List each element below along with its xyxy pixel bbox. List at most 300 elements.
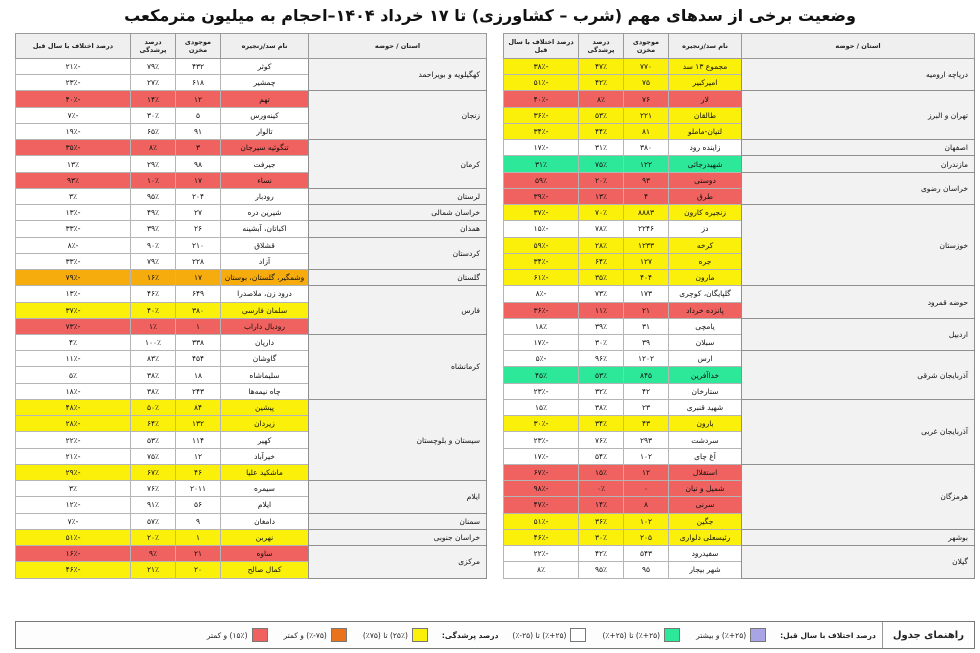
diff-cell: -۴۸٪ — [16, 399, 131, 415]
province-cell: کرمانشاه — [309, 334, 487, 399]
fill-cell: ۴۶٪ — [131, 286, 176, 302]
storage-cell: ۵۶ — [176, 497, 221, 513]
fill-cell: ۹۰٪ — [131, 237, 176, 253]
legend-label: (۲۵+٪) تا (۲۵-٪) — [512, 630, 567, 640]
storage-cell: ۱۱۴ — [176, 432, 221, 448]
diff-cell: -۳۷٪ — [16, 302, 131, 318]
fill-cell: ۶۴٪ — [131, 416, 176, 432]
legend-swatch — [664, 628, 680, 642]
diff-cell: -۶۱٪ — [504, 270, 579, 286]
diff-cell: -۵٪ — [504, 351, 579, 367]
table-row — [16, 237, 487, 253]
fill-cell: ۶۵٪ — [131, 123, 176, 139]
legend-swatch — [570, 628, 586, 642]
storage-cell: ۸۱ — [624, 123, 669, 139]
legend-fill-label: درصد پرشدگی: — [441, 630, 499, 640]
storage-cell: ۱ — [176, 529, 221, 545]
fill-cell: ۲۰٪ — [131, 529, 176, 545]
legend-label: (۷۵-٪) و کمتر — [283, 630, 327, 640]
storage-cell: ۹۵ — [624, 562, 669, 578]
legend-label: (۲۵+٪) و بیشتر — [696, 630, 747, 640]
province-cell: آذربایجان غربی — [742, 399, 975, 464]
legend-item — [688, 628, 774, 642]
fill-cell: ۵۷٪ — [131, 513, 176, 529]
diff-cell: -۷۹٪ — [16, 270, 131, 286]
header-dam: نام سد/زنجیره — [221, 34, 309, 59]
province-cell: آذربایجان شرقی — [742, 351, 975, 400]
storage-cell: ۱۸ — [176, 367, 221, 383]
fill-cell: ۳۶٪ — [579, 513, 624, 529]
name-cell: سردشت — [669, 432, 742, 448]
fill-cell: ۵۳٪ — [579, 367, 624, 383]
storage-cell: ۱۲ — [176, 91, 221, 107]
province-cell: سمنان — [309, 513, 487, 529]
legend-swatch — [412, 628, 428, 642]
name-cell: اکباتان، آبشینه — [221, 221, 309, 237]
name-cell: طرق — [669, 188, 742, 204]
name-cell: مارون — [669, 270, 742, 286]
diff-cell: -۲۱٪ — [16, 59, 131, 75]
storage-cell: ۲۲۴۶ — [624, 221, 669, 237]
name-cell: پانزده خرداد — [669, 302, 742, 318]
storage-cell: ۸۸۸۳ — [624, 205, 669, 221]
storage-cell: ۱۷ — [176, 172, 221, 188]
page-title: وضعیت برخی از سدهای مهم (شرب – کشاورزی) تا ۱۷ خرداد ۱۴۰۴–احجام به میلیون مترمکعب — [124, 6, 856, 25]
fill-cell: ۵۳٪ — [579, 107, 624, 123]
diff-cell: -۲۳٪ — [504, 383, 579, 399]
province-cell: بوشهر — [742, 529, 975, 545]
fill-cell: ۲۱٪ — [131, 562, 176, 578]
name-cell: ستارخان — [669, 383, 742, 399]
diff-cell: -۴۶٪ — [504, 529, 579, 545]
diff-cell: -۴۷٪ — [504, 497, 579, 513]
diff-cell: ۴۵٪ — [504, 367, 579, 383]
province-cell: کهگیلویه و بویراحمد — [309, 59, 487, 91]
province-cell: همدان — [309, 221, 487, 237]
table-row — [16, 59, 487, 75]
diff-cell: -۳۷٪ — [504, 205, 579, 221]
legend-swatch — [750, 628, 766, 642]
diff-cell: -۱۵٪ — [504, 221, 579, 237]
province-cell: مرکزی — [309, 546, 487, 578]
fill-cell: ۶۴٪ — [579, 253, 624, 269]
fill-cell: ۸٪ — [131, 140, 176, 156]
legend-label: (۱۵٪) و کمتر — [206, 630, 248, 640]
province-cell: ایلام — [309, 481, 487, 513]
storage-cell: ۱۲۷ — [624, 253, 669, 269]
fill-cell: ۱۵٪ — [579, 464, 624, 480]
header-storage: موجودی مخزن — [176, 34, 221, 59]
diff-cell: -۲۳٪ — [504, 432, 579, 448]
diff-cell: -۱۷٪ — [504, 140, 579, 156]
table-row — [504, 140, 975, 156]
province-cell: کردستان — [309, 237, 487, 269]
legend — [15, 621, 975, 649]
fill-cell: ۱۰۰٪ — [131, 334, 176, 350]
table-row — [504, 546, 975, 562]
diff-cell: -۳۹٪ — [504, 188, 579, 204]
diff-cell: ۱۸٪ — [504, 318, 579, 334]
fill-cell: ۴۲٪ — [579, 546, 624, 562]
diff-cell: -۵۹٪ — [504, 237, 579, 253]
table-row — [16, 140, 487, 156]
diff-cell: ۳٪ — [16, 481, 131, 497]
storage-cell: ۸۴ — [176, 399, 221, 415]
fill-cell: ۷۶٪ — [131, 481, 176, 497]
storage-cell: ۳۹ — [624, 334, 669, 350]
fill-cell: ۷۳٪ — [579, 286, 624, 302]
diff-cell: ۳٪ — [16, 188, 131, 204]
name-cell: زیردان — [221, 416, 309, 432]
name-cell: زاینده رود — [669, 140, 742, 156]
fill-cell: ۹۵٪ — [131, 188, 176, 204]
fill-cell: ۳۰٪ — [579, 334, 624, 350]
storage-cell: ۱۰۲ — [624, 448, 669, 464]
table-row — [504, 318, 975, 334]
fill-cell: ۷۹٪ — [131, 253, 176, 269]
header-storage: موجودی مخزن — [624, 34, 669, 59]
fill-cell: ۹۱٪ — [131, 497, 176, 513]
name-cell: خیرآباد — [221, 448, 309, 464]
legend-swatch — [331, 628, 347, 642]
fill-cell: ۴۹٪ — [131, 205, 176, 221]
table-row — [16, 513, 487, 529]
diff-cell: -۴۰٪ — [16, 91, 131, 107]
storage-cell: ۱۲۳۳ — [624, 237, 669, 253]
storage-cell: ۶۱۸ — [176, 75, 221, 91]
diff-cell: -۷٪ — [16, 107, 131, 123]
province-cell: هرمزگان — [742, 464, 975, 529]
storage-cell: ۶۴۹ — [176, 286, 221, 302]
province-cell: فارس — [309, 286, 487, 335]
name-cell: جره — [669, 253, 742, 269]
table-row — [16, 481, 487, 497]
table-row — [504, 464, 975, 480]
table-row — [16, 270, 487, 286]
fill-cell: ۲۰٪ — [579, 172, 624, 188]
storage-cell: ۵۴۳ — [624, 546, 669, 562]
storage-cell: ۱۷ — [176, 270, 221, 286]
name-cell: آزاد — [221, 253, 309, 269]
name-cell: جگین — [669, 513, 742, 529]
name-cell: زنجیره کارون — [669, 205, 742, 221]
diff-cell: -۱۳٪ — [16, 286, 131, 302]
fill-cell: ۷۵٪ — [131, 448, 176, 464]
name-cell: دامغان — [221, 513, 309, 529]
name-cell: شیرین دره — [221, 205, 309, 221]
diff-cell: -۶۷٪ — [504, 464, 579, 480]
name-cell: امیرکبیر — [669, 75, 742, 91]
name-cell: چاه نیمه‌ها — [221, 383, 309, 399]
name-cell: سفیدرود — [669, 546, 742, 562]
diff-cell: ۵۹٪ — [504, 172, 579, 188]
storage-cell: ۲۹۳ — [624, 432, 669, 448]
header-dam: نام سد/زنجیره — [669, 34, 742, 59]
fill-cell: ۳۸٪ — [131, 367, 176, 383]
fill-cell: ۴۲٪ — [579, 75, 624, 91]
name-cell: لار — [669, 91, 742, 107]
name-cell: جیرفت — [221, 156, 309, 172]
storage-cell: ۲۱ — [176, 546, 221, 562]
name-cell: کرخه — [669, 237, 742, 253]
diff-cell: -۷٪ — [16, 513, 131, 529]
province-cell: گیلان — [742, 546, 975, 578]
fill-cell: ۷۶٪ — [579, 432, 624, 448]
fill-cell: ۱۴٪ — [579, 497, 624, 513]
fill-cell: ۳۰٪ — [579, 529, 624, 545]
diff-cell: -۳۳٪ — [16, 253, 131, 269]
name-cell: نساء — [221, 172, 309, 188]
fill-cell: ۷۵٪ — [579, 156, 624, 172]
diff-cell: -۳۴٪ — [504, 123, 579, 139]
diff-cell: ۹۳٪ — [16, 172, 131, 188]
name-cell: درود زن، ملاصدرا — [221, 286, 309, 302]
diff-cell: -۱۷٪ — [504, 334, 579, 350]
province-cell: خوزستان — [742, 205, 975, 286]
fill-cell: ۳۱٪ — [579, 140, 624, 156]
storage-cell: ۲۶ — [176, 221, 221, 237]
diff-cell: ۱۳٪ — [16, 156, 131, 172]
legend-item — [276, 628, 355, 642]
name-cell: چمشیر — [221, 75, 309, 91]
storage-cell: ۹ — [176, 513, 221, 529]
storage-cell: ۲۱ — [624, 302, 669, 318]
storage-cell: ۷۷۰ — [624, 59, 669, 75]
diff-cell: -۱۲٪ — [16, 497, 131, 513]
storage-cell: ۸۴۵ — [624, 367, 669, 383]
legend-item — [594, 628, 688, 642]
storage-cell: ۱۳۲ — [176, 416, 221, 432]
fill-cell: ۲۸٪ — [579, 237, 624, 253]
fill-cell: ۹٪ — [131, 546, 176, 562]
legend-item — [355, 628, 436, 642]
storage-cell: ۵ — [176, 107, 221, 123]
storage-cell: ۴۵۴ — [176, 351, 221, 367]
table-row — [504, 172, 975, 188]
diff-cell: -۷۳٪ — [16, 318, 131, 334]
diff-cell: -۱۶٪ — [16, 546, 131, 562]
name-cell: کهیر — [221, 432, 309, 448]
header-diff: درصد اختلاف با سال قبل — [504, 34, 579, 59]
table-row — [504, 205, 975, 221]
legend-title: راهنمای جدول — [882, 622, 974, 648]
storage-cell: ۴۲ — [624, 383, 669, 399]
name-cell: ارس — [669, 351, 742, 367]
diff-cell: -۸٪ — [504, 286, 579, 302]
name-cell: خداآفرین — [669, 367, 742, 383]
storage-cell: ۴۶ — [176, 464, 221, 480]
table-row — [504, 351, 975, 367]
diff-cell: -۲۲٪ — [16, 432, 131, 448]
province-cell: خراسان شمالی — [309, 205, 487, 221]
table-row — [16, 188, 487, 204]
fill-cell: ۷۸٪ — [579, 221, 624, 237]
diff-cell: -۴۶٪ — [16, 562, 131, 578]
storage-cell: ۲۰۱۱ — [176, 481, 221, 497]
header-province: استان / حوضه — [309, 34, 487, 59]
fill-cell: ۱۶٪ — [131, 270, 176, 286]
diff-cell: -۳۶٪ — [504, 302, 579, 318]
storage-cell: ۲۲۱ — [624, 107, 669, 123]
diff-cell: -۱۸٪ — [16, 383, 131, 399]
name-cell: تالوار — [221, 123, 309, 139]
name-cell: تهم — [221, 91, 309, 107]
fill-cell: ۳۸٪ — [579, 399, 624, 415]
header-fill: درصد پرشدگی — [131, 34, 176, 59]
table-row — [504, 286, 975, 302]
name-cell: رودبار — [221, 188, 309, 204]
name-cell: کمال صالح — [221, 562, 309, 578]
diff-cell: ۱۵٪ — [504, 399, 579, 415]
name-cell: طالقان — [669, 107, 742, 123]
storage-cell: ۹۸ — [176, 156, 221, 172]
province-cell: دریاچه ارومیه — [742, 59, 975, 91]
name-cell: سیمره — [221, 481, 309, 497]
storage-cell: ۳۳۸ — [176, 334, 221, 350]
province-cell: اصفهان — [742, 140, 975, 156]
storage-cell: ۲۱۰ — [176, 237, 221, 253]
name-cell: تنگوئیه سیرجان — [221, 140, 309, 156]
fill-cell: ۵۴٪ — [579, 448, 624, 464]
province-cell: خراسان رضوی — [742, 172, 975, 204]
name-cell: لتیان-ماملو — [669, 123, 742, 139]
legend-swatch — [252, 628, 268, 642]
storage-cell: ۴۳ — [624, 416, 669, 432]
name-cell: بارون — [669, 416, 742, 432]
province-cell: مازندران — [742, 156, 975, 172]
name-cell: سرنی — [669, 497, 742, 513]
storage-cell: ۲۰ — [176, 562, 221, 578]
fill-cell: ۴۴٪ — [579, 123, 624, 139]
table-row — [16, 286, 487, 302]
fill-cell: ۸٪ — [579, 91, 624, 107]
diff-cell: -۲۸٪ — [16, 416, 131, 432]
name-cell: دز — [669, 221, 742, 237]
name-cell: سبلان — [669, 334, 742, 350]
header-province: استان / حوضه — [742, 34, 975, 59]
table-row — [504, 399, 975, 415]
storage-cell: ۴۳۲ — [176, 59, 221, 75]
fill-cell: ۱۱٪ — [579, 302, 624, 318]
name-cell: استقلال — [669, 464, 742, 480]
diff-cell: -۳۶٪ — [504, 107, 579, 123]
left-table — [15, 33, 486, 579]
fill-cell: ۰٪ — [579, 481, 624, 497]
legend-diff-label: درصد اختلاف با سال قبل: — [780, 630, 876, 640]
storage-cell: ۲۴۳ — [176, 383, 221, 399]
legend-label: (۲۵٪) تا (۷۵٪) — [362, 630, 408, 640]
fill-cell: ۳۰٪ — [131, 107, 176, 123]
storage-cell: ۲۰۵ — [624, 529, 669, 545]
table-row — [16, 91, 487, 107]
diff-cell: -۵۱٪ — [504, 513, 579, 529]
storage-cell: ۲۰۴ — [176, 188, 221, 204]
storage-cell: ۲۲۸ — [176, 253, 221, 269]
table-row — [504, 529, 975, 545]
province-cell: کرمان — [309, 140, 487, 189]
diff-cell: ۳۱٪ — [504, 156, 579, 172]
diff-cell: ۵٪ — [16, 367, 131, 383]
name-cell: آغ چای — [669, 448, 742, 464]
diff-cell: ۸٪ — [504, 562, 579, 578]
diff-cell: -۲۳٪ — [16, 75, 131, 91]
header-fill: درصد پرشدگی — [579, 34, 624, 59]
diff-cell: -۵۱٪ — [504, 75, 579, 91]
fill-cell: ۳۲٪ — [579, 383, 624, 399]
storage-cell: ۱۷۳ — [624, 286, 669, 302]
table-row — [16, 221, 487, 237]
name-cell: پیشین — [221, 399, 309, 415]
legend-item — [199, 628, 276, 642]
name-cell: شهید قنبری — [669, 399, 742, 415]
diff-cell: -۴۰٪ — [504, 91, 579, 107]
storage-cell: ۳ — [176, 140, 221, 156]
fill-cell: ۳۸٪ — [131, 383, 176, 399]
name-cell: رئیسعلی دلواری — [669, 529, 742, 545]
province-cell: زنجان — [309, 91, 487, 140]
fill-cell: ۷۰٪ — [579, 205, 624, 221]
fill-cell: ۹۵٪ — [579, 562, 624, 578]
name-cell: کینه‌ورس — [221, 107, 309, 123]
fill-cell: ۳۹٪ — [131, 221, 176, 237]
name-cell: رودبال داراب — [221, 318, 309, 334]
storage-cell: ۱ — [176, 318, 221, 334]
table-row — [16, 529, 487, 545]
name-cell: قشلاق — [221, 237, 309, 253]
diff-cell: -۱۹٪ — [16, 123, 131, 139]
name-cell: گاوشان — [221, 351, 309, 367]
storage-cell: ۱۲ — [176, 448, 221, 464]
name-cell: ماشکید علیا — [221, 464, 309, 480]
fill-cell: ۴۰٪ — [131, 302, 176, 318]
storage-cell: ۱۲ — [624, 464, 669, 480]
diff-cell: -۲۱٪ — [16, 448, 131, 464]
table-row — [16, 334, 487, 350]
fill-cell: ۱٪ — [131, 318, 176, 334]
name-cell: داریان — [221, 334, 309, 350]
table-row — [504, 156, 975, 172]
diff-cell: -۲۲٪ — [504, 546, 579, 562]
fill-cell: ۴۷٪ — [579, 59, 624, 75]
province-cell: لرستان — [309, 188, 487, 204]
fill-cell: ۵۰٪ — [131, 399, 176, 415]
table-row — [16, 399, 487, 415]
name-cell: سلیماشاه — [221, 367, 309, 383]
diff-cell: -۳۵٪ — [16, 140, 131, 156]
province-cell: گلستان — [309, 270, 487, 286]
diff-cell: -۱۳٪ — [16, 205, 131, 221]
name-cell: ساوه — [221, 546, 309, 562]
fill-cell: ۳۵٪ — [579, 270, 624, 286]
fill-cell: ۳۹٪ — [579, 318, 624, 334]
name-cell: شهر بیجار — [669, 562, 742, 578]
province-cell: سیستان و بلوچستان — [309, 399, 487, 480]
storage-cell: ۴۰۴ — [624, 270, 669, 286]
table-row — [16, 546, 487, 562]
storage-cell: ۷۶ — [624, 91, 669, 107]
right-table — [503, 33, 974, 579]
diff-cell: -۳۴٪ — [504, 253, 579, 269]
name-cell: سلمان فارسی — [221, 302, 309, 318]
province-cell: خراسان جنوبی — [309, 529, 487, 545]
diff-cell: -۳۳٪ — [16, 221, 131, 237]
name-cell: مجموع ۱۳ سد — [669, 59, 742, 75]
province-cell: حوضه قمرود — [742, 286, 975, 318]
storage-cell: ۹۱ — [176, 123, 221, 139]
fill-cell: ۳۴٪ — [579, 416, 624, 432]
storage-cell: ۴ — [624, 188, 669, 204]
name-cell: دوستی — [669, 172, 742, 188]
